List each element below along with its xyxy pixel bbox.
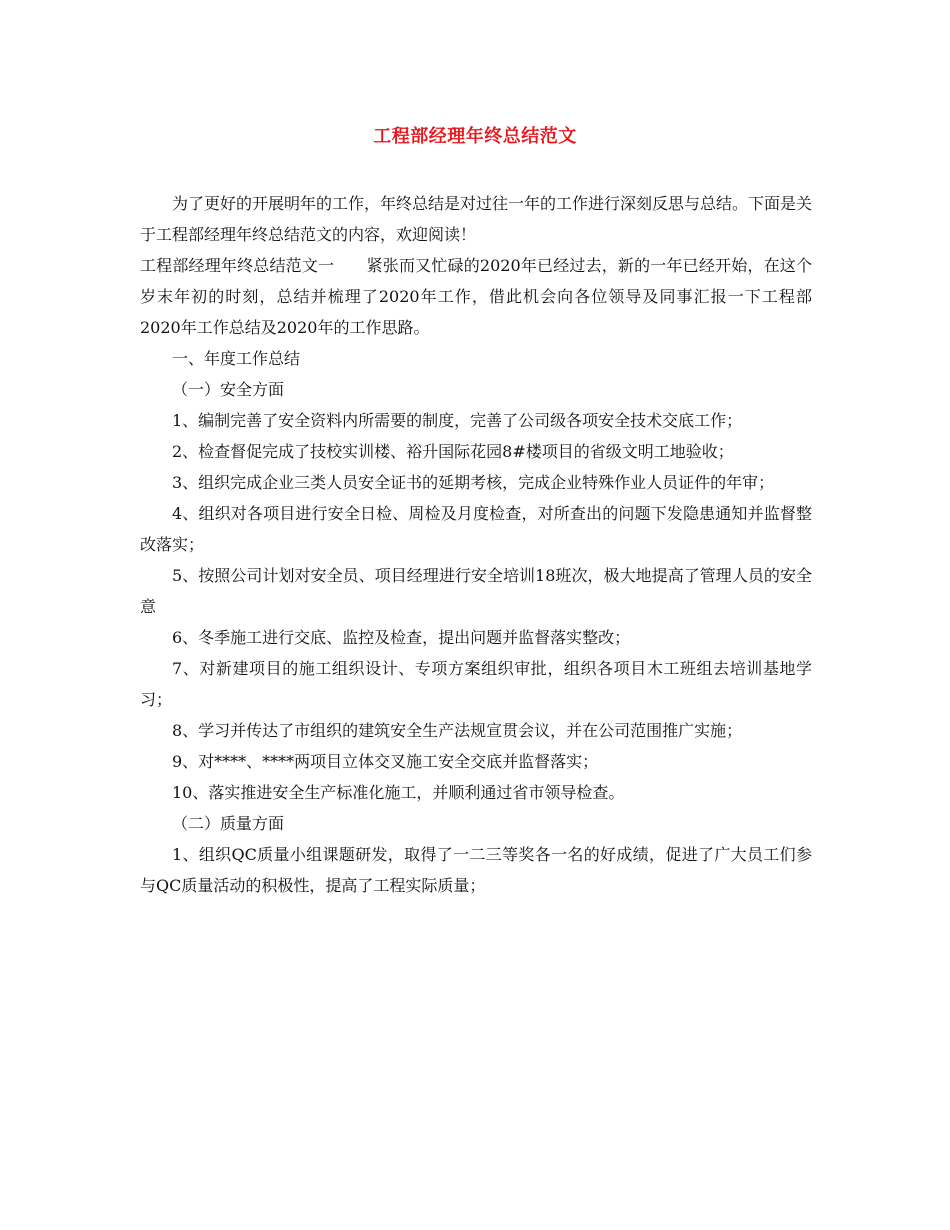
paragraph: 为了更好的开展明年的工作，年终总结是对过往一年的工作进行深刻反思与总结。下面是关于工程部经理年终总结范文的内容，欢迎阅读！ — [140, 194, 813, 244]
list-item: 6、冬季施工进行交底、监控及检查，提出问题并监督落实整改； — [172, 628, 631, 647]
list-item: 10、落实推进安全生产标准化施工，并顺利通过省市领导检查。 — [172, 783, 625, 802]
list-item: 3、组织完成企业三类人员安全证书的延期考核，完成企业特殊作业人员证件的年审； — [172, 473, 775, 492]
document-body — [140, 188, 812, 901]
list-item: 1、组织QC质量小组课题研发，取得了一二三等奖各一名的好成绩，促进了广大员工们参与QC质量活动的积极性，提高了工程实际质量； — [140, 845, 812, 895]
list-item: 9、对****、****两项目立体交叉施工安全交底并监督落实； — [172, 752, 599, 771]
list-item: 7、对新建项目的施工组织设计、专项方案组织审批，组织各项目木工班组去培训基地学习； — [140, 659, 812, 709]
section-heading: 一、年度工作总结 — [172, 349, 301, 368]
list-item: 4、组织对各项目进行安全日检、周检及月度检查，对所查出的问题下发隐患通知并监督整改落实； — [140, 504, 812, 554]
paragraph: 工程部经理年终总结范文一 紧张而又忙碌的2020年已经过去，新的一年已经开始，在这个岁末年初的时刻，总结并梳理了2020年工作，借此机会向各位领导及同事汇报一下工程部2020年工作总结及2020年的工作思路。 — [140, 256, 812, 337]
document-title: 工程部经理年终总结范文 — [373, 126, 577, 147]
subsection-heading: （二）质量方面 — [172, 814, 285, 833]
list-item: 5、按照公司计划对安全员、项目经理进行安全培训18班次，极大地提高了管理人员的安全意 — [140, 566, 812, 616]
subsection-heading: （一）安全方面 — [172, 380, 285, 399]
list-item: 1、编制完善了安全资料内所需要的制度，完善了公司级各项安全技术交底工作； — [172, 411, 743, 430]
list-item: 8、学习并传达了市组织的建筑安全生产法规宣贯会议，并在公司范围推广实施； — [172, 721, 743, 740]
list-item: 2、检查督促完成了技校实训楼、裕升国际花园8#楼项目的省级文明工地验收； — [172, 442, 734, 461]
